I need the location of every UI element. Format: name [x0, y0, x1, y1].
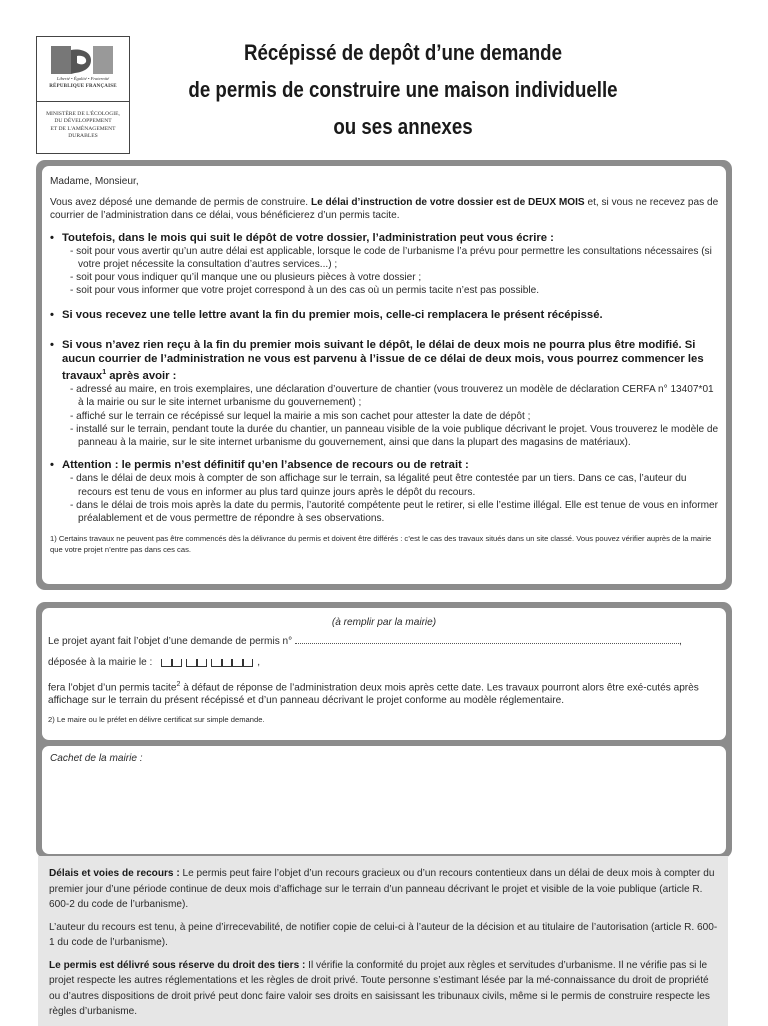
section-title-letters: • Toutefois, dans le mois qui suit le dépôt de votre dossier, l’administration peut vous écrire :: [50, 231, 554, 244]
ministry-line: ET DE L'AMÉNAGEMENT: [50, 125, 116, 132]
date-cell: [186, 659, 197, 667]
permit-number-field[interactable]: [295, 643, 679, 644]
ministry-line: DURABLES: [68, 132, 98, 139]
marianne-icon: [51, 46, 113, 74]
republic-motto: Liberté • Égalité • Fraternité: [56, 76, 110, 81]
ministry-line: MINISTÈRE DE L'ÉCOLOGIE,: [46, 111, 120, 117]
stamp-card[interactable]: [42, 746, 726, 854]
mairie-header: (à remplir par la mairie): [331, 617, 437, 628]
republic-logo: [37, 37, 129, 102]
title-line: ou ses annexes: [333, 114, 473, 139]
greeting: Madame, Monsieur,: [50, 176, 139, 187]
bullet-icon: •: [50, 338, 54, 351]
ministry-logo-block: [36, 36, 130, 154]
title-line: de permis de construire une maison individuelle: [188, 77, 618, 102]
footnote-2: 2) Le maire ou le préfet en délivre certificat sur simple demande.: [48, 715, 265, 725]
list-item: - dans le délai de trois mois après la date du permis, l’autorité compétente peut le retirer, si elle l’estime illégal. Elle est tenue de vous en informer préalablement et de vous permettre de répondre à ses observations.: [70, 499, 719, 525]
title-line: Récépissé de depôt d’une demande: [243, 40, 562, 65]
list-item: - soit pour vous avertir qu’un autre délai est applicable, lorsque le code de l’urbanisme l’a prévu pour permettre les consultations nécessaires (si votre projet nécessite la consultation d’autres services...) ;: [70, 245, 712, 271]
date-cell: [161, 659, 172, 667]
list-item: - soit pour vous indiquer qu’il manque une ou plusieurs pièces à votre dossier ;: [70, 272, 422, 284]
notification-paragraph: L’auteur du recours est tenu, à peine d’irrecevabilité, de notifier copie de celui-ci à l’auteur de la décision et au titulaire de l’autorisation (article R. 600-1 du code de l’urbanisme).: [49, 921, 718, 948]
list-item: - installé sur le terrain, pendant toute la durée du chantier, un panneau visible de la voie publique décrivant le projet. Vous trouverez le modèle de panneau à la mairie, sur le site internet urbanisme du gouvernement, ainsi que dans la plupart des magasins de matériaux).: [70, 423, 719, 449]
recourse-block: [38, 856, 728, 1026]
list-item: - affiché sur le terrain ce récépissé sur lequel la mairie a mis son cachet pour attester la date de dépôt ;: [70, 410, 531, 422]
date-cell: [232, 659, 243, 667]
list-item: - adressé au maire, en trois exemplaires, une déclaration d’ouverture de chantier (vous trouverez un modèle de déclaration CERFA n° 13407*01 à la mairie ou sur le site internet urbanisme du gouvernement) ;: [70, 384, 714, 409]
recourse-paragraph: Délais et voies de recours : Le permis peut faire l’objet d’un recours gracieux ou d’un recours contentieux dans un délai de deux mois à compter du premier jour d’une période continue de deux mois d’affichage sur le terrain d’un panneau décrivant le projet et visible de la voie publique (article R. 600-2 du code de l’urbanisme).: [49, 868, 715, 910]
tacit-permit-paragraph: fera l’objet d’un permis tacite$^2$ à défaut de réponse de l’administration deux mois après cette date. Les travaux pourront alors être exé-cutés après affichage sur le terrain du présent récépissé et d’un panneau décrivant le projet conforme au modèle réglementaire.: [48, 680, 699, 707]
date-cell: [222, 659, 233, 667]
instruction-delay: Le délai d’instruction de votre dossier est de DEUX MOIS: [310, 197, 585, 209]
republic-name: RÉPUBLIQUE FRANÇAISE: [49, 84, 117, 89]
bullet-icon: •: [50, 459, 54, 472]
section-title-replacement: • Si vous recevez une telle lettre avant la fin du premier mois, celle-ci remplacera le présent récépissé.: [50, 308, 603, 321]
page-title: [186, 34, 620, 145]
date-cell: [197, 659, 208, 667]
section-title-recourse: • Attention : le permis n’est définitif qu’en l’absence de recours ou de retrait :: [50, 459, 469, 472]
third-party-rights-paragraph: Le permis est délivré sous réserve du droit des tiers : Il vérifie la conformité du projet aux règles et servitudes d’urbanisme. Il ne vérifie pas si le projet respecte les autres réglementations et les règles de droit privé. Toute personne s’estimant lésée par la mé-connaissance du droit de propriété ou d’autres dispositions de droit privé peut donc faire valoir ses droits en saisissant les tribunaux civils, même si le permis de construire respecte les règles d’urbanisme.: [49, 959, 710, 1017]
mairie-card: [42, 608, 726, 740]
ministry-line: DU DÉVELOPPEMENT: [54, 118, 112, 125]
date-cell: [211, 659, 222, 667]
bullet-icon: •: [50, 308, 54, 321]
ministry-name: [37, 102, 129, 140]
list-item: - soit pour vous informer que votre projet correspond à un des cas où un permis tacite n’est pas possible.: [70, 285, 540, 297]
date-cell: [172, 659, 183, 667]
footnote-1: 1) Certains travaux ne peuvent pas être commencés dès la délivrance du permis et doivent être différés : c’est le cas des travaux situés dans un site classé. Vous pouvez vérifier auprès de la mairie que votre projet n’entre pas dans ces cas.: [50, 534, 712, 555]
project-line: Le projet ayant fait l’objet d’une demande de permis n° ,: [48, 636, 682, 648]
footnote-ref: 2: [176, 680, 181, 688]
footnote-ref: 1: [102, 369, 107, 377]
notice-card: [42, 166, 726, 584]
bullet-icon: •: [50, 231, 54, 244]
list-item: - dans le délai de deux mois à compter de son affichage sur le terrain, sa légalité peut être contestée par un tiers. Dans ce cas, l’auteur du recours est tenu de vous en informer au plus tard quinze jours après le dépôt du recours.: [70, 473, 687, 498]
deposit-date-field[interactable]: [161, 659, 257, 667]
date-cell: [243, 659, 254, 667]
section-title-start-works: • Si vous n’avez rien reçu à la fin du premier mois suivant le dépôt, le délai de deux mois ne pourra plus être modifié. Si aucun courrier de l’administration ne vous est parvenu à l’issue de ce délai de deux mois, vous pourrez commencer les travaux$^1$ après avoir :: [50, 338, 704, 382]
intro-paragraph: Vous avez déposé une demande de permis de construire. Le délai d’instruction de votre dossier est de DEUX MOIS et, si vous ne recevez pas de courrier de l’administration dans ce délai, vous bénéficierez d’un permis tacite.: [50, 197, 719, 222]
stamp-label: Cachet de la mairie :: [50, 753, 143, 764]
deposit-date-line: déposée à la mairie le : ,: [48, 657, 260, 669]
